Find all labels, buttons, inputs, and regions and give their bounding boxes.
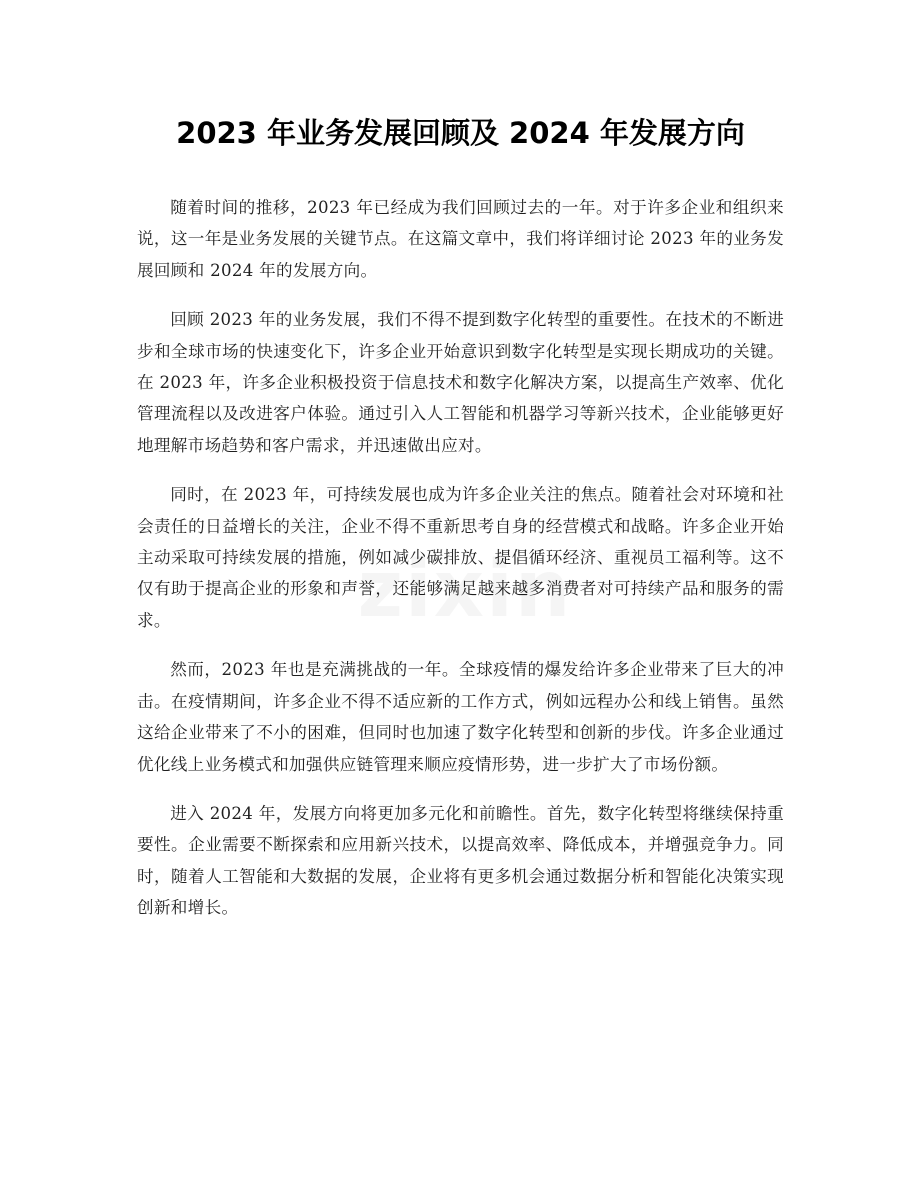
paragraph-2024-direction: 进入 2024 年，发展方向将更加多元化和前瞻性。首先，数字化转型将继续保持重要性。企业需要不断探索和应用新兴技术，以提高效率、降低成本，并增强竞争力。同时，随着人工智能和大数据的发展，企业将有更多机会通过数据分析和智能化决策实现创新和增长。 [137,803,784,918]
paragraph-sustainability: 同时，在 2023 年，可持续发展也成为许多企业关注的焦点。随着社会对环境和社会责任的日益增长的关注，企业不得不重新思考自身的经营模式和战略。许多企业开始主动采取可持续发展的措施，例如减少碳排放、提倡循环经济、重视员工福利等。这不仅有助于提高企业的形象和声誉，还能够满足越来越多消费者对可持续产品和服务的需求。 [137,485,784,630]
document-title: 2023 年业务发展回顾及 2024 年发展方向 [176,116,745,150]
paragraph-digital-transformation: 回顾 2023 年的业务发展，我们不得不提到数字化转型的重要性。在技术的不断进步和全球市场的快速变化下，许多企业开始意识到数字化转型是实现长期成功的关键。在 2023 年，许多企业积极投资于信息技术和数字化解决方案，以提高生产效率、优化管理流程以及改进客户体验。通过引入人工智能和机器学习等新兴技术，企业能够更好地理解市场趋势和客户需求，并迅速做出应对。 [137,310,784,455]
paragraph-challenges: 然而，2023 年也是充满挑战的一年。全球疫情的爆发给许多企业带来了巨大的冲击。在疫情期间，许多企业不得不适应新的工作方式，例如远程办公和线上销售。虽然这给企业带来了不小的困难，但同时也加速了数字化转型和创新的步伐。许多企业通过优化线上业务模式和加强供应链管理来顺应疫情形势，进一步扩大了市场份额。 [137,660,784,774]
paragraph-intro: 随着时间的推移，2023 年已经成为我们回顾过去的一年。对于许多企业和组织来说，这一年是业务发展的关键节点。在这篇文章中，我们将详细讨论 2023 年的业务发展回顾和 2024 年的发展方向。 [137,198,784,280]
